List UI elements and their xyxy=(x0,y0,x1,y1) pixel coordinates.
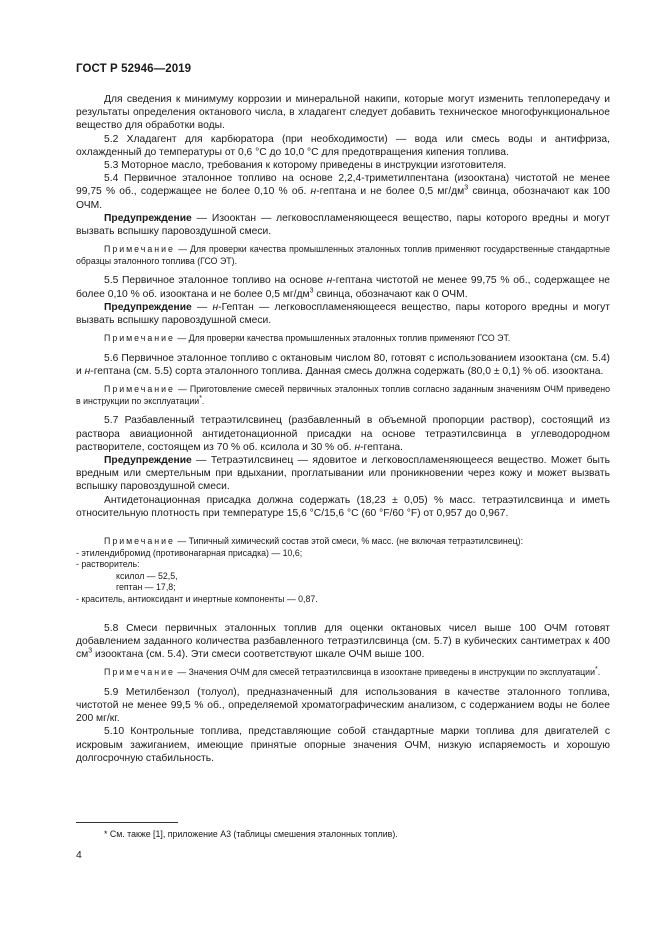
list-item: ксилол — 52,5, xyxy=(116,570,178,581)
list-item: - краситель, антиоксидант и инертные компоненты — 0,87. xyxy=(76,594,318,605)
document-body xyxy=(76,93,610,765)
paragraph: 5.2 Хладагент для карбюратора (при необходимости) — вода или смесь воды и антифриза, охлажденный до температуры от 0,6 °С до 10,0 °С для предотвращения кипения топлива. xyxy=(76,133,610,158)
note-label: Примечание xyxy=(104,333,175,344)
paragraph: 5.4 Первичное эталонное топливо на основе 2,2,4-триметилпентана (изооктана) чистотой не менее 99,75 % об., содержащее не более 0,10 % об. н-гептана и не более 0,5 $мг/дм^3$ свинца, обозначают как 100 ОЧМ. xyxy=(76,173,610,211)
paragraph: Антидетонационная присадка должна содержать (18,23 ± 0,05) % масс. тетраэтилсвинца и иметь относительную плотность при температуре 15,6 °С/15,6 °С (60 °F/60 °F) от 0,957 до 0,967. xyxy=(76,494,610,519)
warning-paragraph: Предупреждение — н-Гептан — легковоспламеняющееся вещество, пары которого вредны и могут вызвать вспышку паровоздушной смеси. xyxy=(76,301,610,327)
note: Примечание — Для проверки качества промышленных эталонных топлив применяют государственные стандартные образцы эталонного топлива (ГСО ЭТ). xyxy=(76,244,610,266)
warning-paragraph: Предупреждение — Изооктан — легковоспламеняющееся вещество, пары которого вредны и могут вызвать вспышку паровоздушной смеси. xyxy=(76,212,610,238)
footnote-divider xyxy=(76,822,178,823)
list-item: - растворитель: xyxy=(76,559,140,570)
note-label: Примечание xyxy=(104,384,175,395)
note: Примечание — Для проверки качества промышленных эталонных топлив применяют ГСО ЭТ. xyxy=(104,333,511,344)
paragraph: 5.3 Моторное масло, требования к которому приведены в инструкции изготовителя. xyxy=(104,160,507,172)
warning-label: Предупреждение xyxy=(104,455,192,467)
paragraph: 5.8 Смеси первичных эталонных топлив для оценки октановых чисел выше 100 ОЧМ готовят добавлением заданного количества разбавленного тетраэтилсвинца (см. 5.7) в кубических сантиметрах к 400 $см^3$ изооктана (см. 5.4). Эти смеси соответствуют шкале ОЧМ выше 100. xyxy=(76,622,610,661)
note-label: Примечание xyxy=(104,667,175,678)
paragraph: 5.6 Первичное эталонное топливо с октановым числом 80, готовят с использованием изооктана (см. 5.4) и н-гептана (см. 5.5) сорта эталонного топлива. Данная смесь должна содержать (80,0 ± 0,1) % об. изооктана. xyxy=(76,352,610,378)
note-label: Примечание xyxy=(104,244,175,255)
page-number: 4 xyxy=(76,850,82,861)
paragraph: 5.7 Разбавленный тетраэтилсвинец (разбавленный в объемной пропорции раствор), состоящий из раствора авиационной антидетонационной присадки на основе тетраэтилсвинца в углеводородном растворителе, состоящем из 70 % об. ксилола и 30 % об. н-гептана. xyxy=(76,415,610,453)
footnote: * См. также [1], приложение А3 (таблицы смешения эталонных топлив). xyxy=(104,829,398,839)
note-label: Примечание xyxy=(104,536,175,547)
composition-list xyxy=(76,548,610,606)
note: Примечание — Приготовление смесей первичных эталонных топлив согласно заданным значениям ОЧМ приведено в инструкции по эксплуатации*. xyxy=(76,384,610,406)
note: Примечание — Значения ОЧМ для смесей тетраэтилсвинца в изооктане приведены в инструкции по эксплуатации*. xyxy=(104,666,601,678)
list-item: гептан — 17,8; xyxy=(116,582,176,593)
note: Примечание — Типичный химический состав этой смеси, % масс. (не включая тетраэтилсвинец): xyxy=(104,536,524,547)
paragraph: Для сведения к минимуму коррозии и минеральной накипи, которые могут изменить теплопередачу и результаты определения октанового числа, в хладагент следует добавить техническое многофункциональное вещество для обработки воды. xyxy=(76,94,610,132)
warning-paragraph: Предупреждение — Тетраэтилсвинец — ядовитое и легковоспламеняющееся вещество. Может быть вредным или смертельным при вдыхании, проглатывании или проникновении через кожу и может вызвать вспышку паровоздушной смеси. xyxy=(76,455,610,493)
list-item: - этилендибромид (противонагарная присадка) — 10,6; xyxy=(76,547,303,558)
warning-label: Предупреждение xyxy=(104,212,192,224)
paragraph: 5.10 Контрольные топлива, представляющие собой стандартные марки топлива для двигателей с искровым зажиганием, имеющие принятые опорные значения ОЧМ, низкую испаряемость и хорошую долгосрочную стабильность. xyxy=(76,726,610,764)
paragraph: 5.5 Первичное эталонное топливо на основе н-гептана чистотой не менее 99,75 % об., содержащее не более 0,10 % об. изооктана и не более 0,5 $мг/дм^3$ свинца, обозначают как 0 ОЧМ. xyxy=(76,275,610,300)
document-header: ГОСТ Р 52946—2019 xyxy=(76,63,192,75)
paragraph: 5.9 Метилбензол (толуол), предназначенный для использования в качестве эталонного топлива, чистотой не менее 99,5 % об., определяемой хроматографическим анализом, с содержанием воды не более 200 мг/кг. xyxy=(76,686,610,725)
warning-label: Предупреждение xyxy=(104,301,192,313)
